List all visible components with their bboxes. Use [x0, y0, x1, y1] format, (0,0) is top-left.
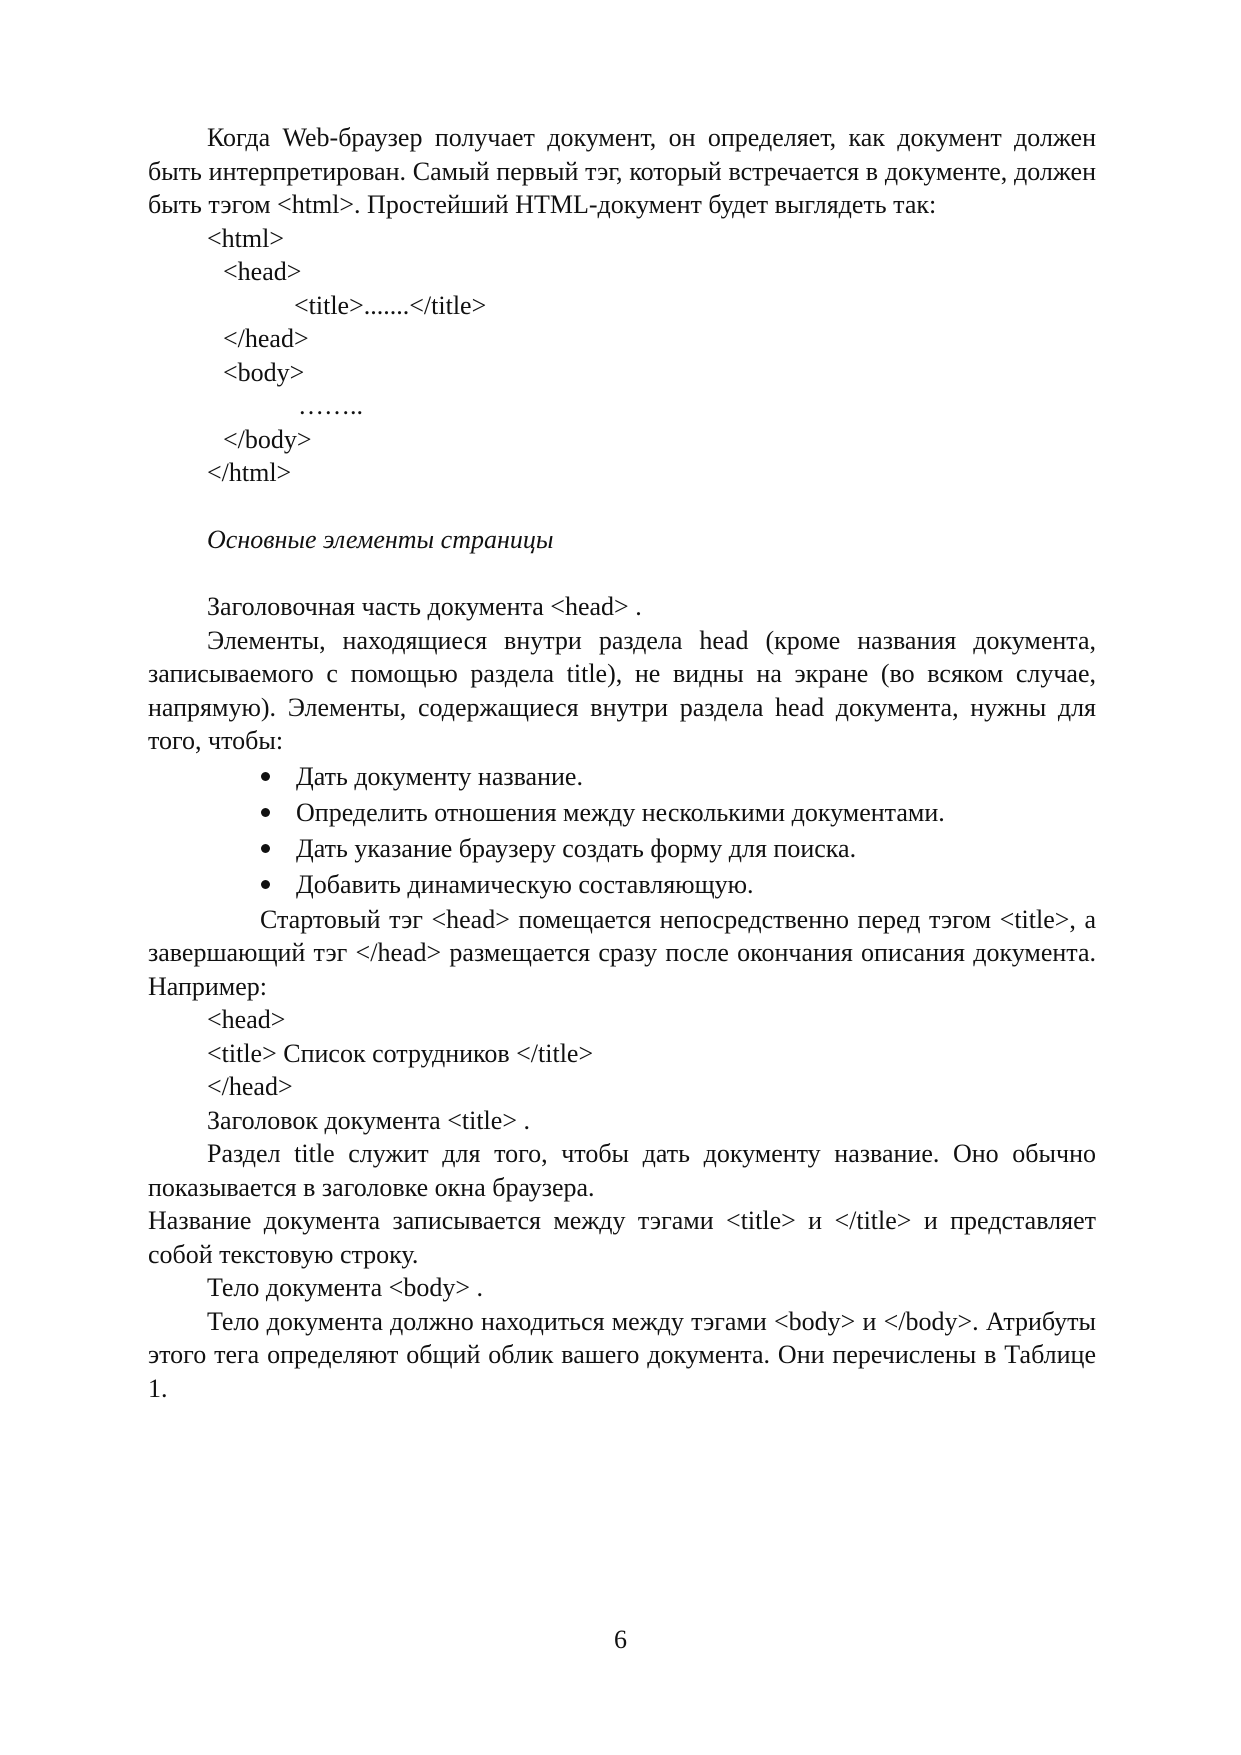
title-paragraph: Раздел title служит для того, чтобы дать документу название. Оно обычно показывается в заголовке окна браузера. — [148, 1139, 1096, 1202]
list-item-text: Дать указание браузеру создать форму для поиска. — [296, 833, 857, 863]
document-page — [148, 121, 1096, 1405]
code-line: </html> — [207, 458, 292, 487]
code-line: …….. — [298, 391, 363, 420]
code-line: <head> — [207, 1005, 286, 1034]
bullet-icon — [261, 880, 270, 889]
code-line: <html> — [207, 223, 284, 253]
page-number: 6 — [614, 1625, 627, 1654]
intro-paragraph: Когда Web-браузер получает документ, он определяет, как документ должен быть интерпретирован. Самый первый тэг, который встречается в документе, должен быть тэгом <html>. Простейший HTML-документ будет выглядеть так: — [148, 123, 1096, 219]
blank-line — [148, 490, 1096, 524]
list-item-text: Дать документу название. — [296, 761, 583, 791]
list-item — [148, 831, 1096, 867]
code-line: </head> — [207, 1072, 293, 1101]
bullet-icon — [261, 772, 270, 781]
section-heading: Основные элементы страницы — [207, 525, 554, 554]
html-code-example — [148, 222, 1096, 490]
list-item-text: Добавить динамическую составляющую. — [296, 869, 754, 899]
code-line: <head> — [223, 257, 302, 286]
head-subheading: Заголовочная часть документа <head> . — [207, 592, 642, 621]
list-item-text: Определить отношения между несколькими документами. — [296, 797, 945, 827]
body-paragraph: Тело документа должно находиться между тэгами <body> и </body>. Атрибуты этого тега определяют общий облик вашего документа. Они перечислены в Таблице 1. — [148, 1306, 1096, 1403]
code-line: <body> — [223, 357, 305, 387]
code-line: </body> — [223, 424, 312, 454]
body-subheading: Тело документа <body> . — [207, 1273, 484, 1302]
list-item — [148, 795, 1096, 831]
title-subheading: Заголовок документа <title> . — [207, 1105, 530, 1135]
bullet-list — [148, 759, 1096, 903]
head-paragraph: Элементы, находящиеся внутри раздела head (кроме названия документа, записываемого с помощью раздела title), не видны на экране (во всяком случае, напрямую). Элементы, содержащиеся внутри раздела head документа, нужны для того, чтобы: — [148, 625, 1096, 755]
code-line: </head> — [223, 324, 309, 353]
head-code-example — [148, 1003, 1096, 1104]
bullet-icon — [261, 844, 270, 853]
code-line: <title>.......</title> — [294, 290, 487, 320]
title-paragraph-2: Название документа записывается между тэгами <title> и </title> и представляет собой текстовую строку. — [148, 1206, 1096, 1269]
code-line: <title> Список сотрудников </title> — [207, 1038, 594, 1068]
start-tag-paragraph: Стартовый тэг <head> помещается непосредственно перед тэгом <title>, а завершающий тэг </head> размещается сразу после окончания описания документа. Например: — [148, 904, 1096, 1001]
list-item — [148, 867, 1096, 903]
bullet-icon — [261, 808, 270, 817]
blank-line — [148, 557, 1096, 591]
list-item — [148, 759, 1096, 795]
